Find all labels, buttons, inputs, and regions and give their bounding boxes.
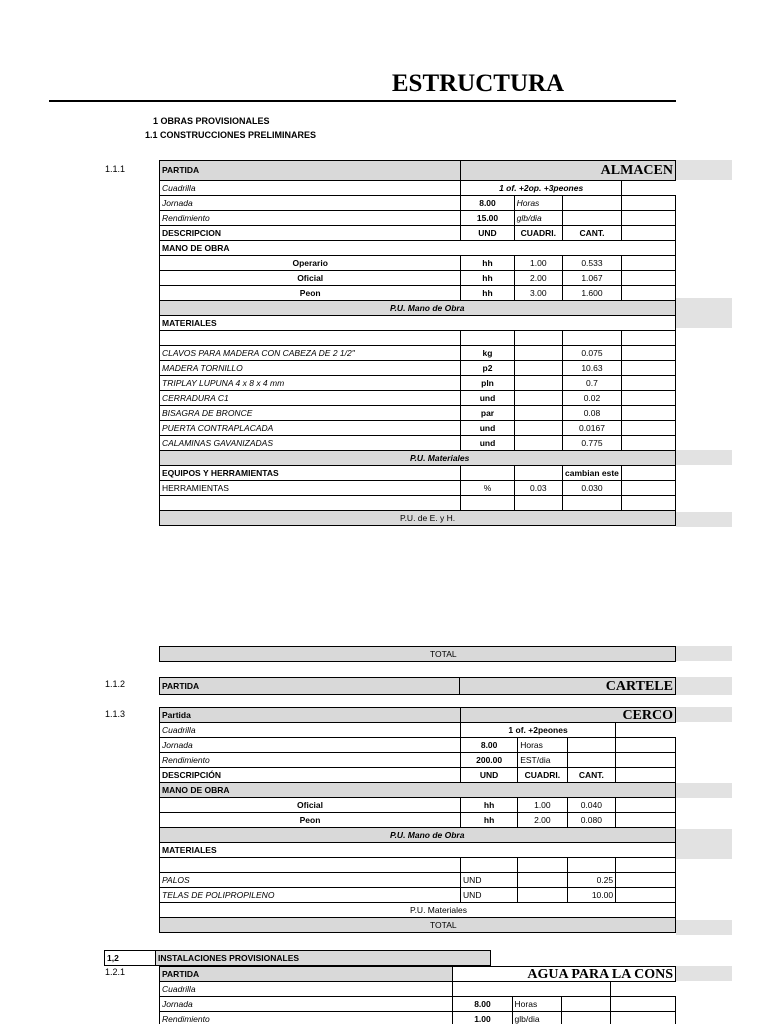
descripcion-header: DESCRIPCIÓN <box>160 768 461 783</box>
cant-header: CANT. <box>563 226 622 241</box>
partida-label: PARTIDA <box>160 967 453 982</box>
shade-bar <box>676 298 732 313</box>
rendimiento-label: Rendimiento <box>160 211 461 226</box>
materiales-header: MATERIALES <box>160 316 676 331</box>
shade-bar <box>676 677 732 695</box>
cuadrilla-label: Cuadrilla <box>160 982 453 997</box>
code-1-1-3: 1.1.3 <box>105 709 126 719</box>
table-row: TRIPLAY LUPUNA 4 x 8 x 4 mm pln 0.7 <box>160 376 676 391</box>
partida-label: PARTIDA <box>160 161 461 181</box>
code-1-1-1: 1.1.1 <box>105 164 126 174</box>
partida-name: CERCO <box>461 708 676 723</box>
shade-bar <box>676 313 732 328</box>
jornada-label: Jornada <box>160 738 461 753</box>
rendimiento-value: 15.00 <box>461 211 514 226</box>
code-1-2: 1,2 <box>105 951 156 966</box>
rendimiento-label: Rendimiento <box>160 1012 453 1024</box>
pu-mano-de-obra: P.U. Mano de Obra <box>160 828 676 843</box>
shade-bar <box>676 450 732 465</box>
shade-bar <box>676 646 732 661</box>
apu-table-almacen <box>159 160 676 526</box>
partida-name: AGUA PARA LA CONS <box>453 967 676 982</box>
jornada-value: 8.00 <box>461 738 518 753</box>
page-title: ESTRUCTURA <box>391 70 565 97</box>
shade-bar <box>676 512 732 527</box>
code-1-1-2: 1.1.2 <box>105 679 126 689</box>
jornada-value: 8.00 <box>453 997 512 1012</box>
cuadri-header: CUADRI. <box>518 768 567 783</box>
pu-mano-de-obra: P.U. Mano de Obra <box>160 301 676 316</box>
table-row: PUERTA CONTRAPLACADA und 0.0167 <box>160 421 676 436</box>
jornada-value: 8.00 <box>461 196 514 211</box>
cuadri-header: CUADRI. <box>514 226 562 241</box>
mano-de-obra-header: MANO DE OBRA <box>160 241 676 256</box>
jornada-label: Jornada <box>160 196 461 211</box>
partida-label: Partida <box>160 708 461 723</box>
shade-bar <box>676 920 732 935</box>
jornada-unit: Horas <box>512 997 561 1012</box>
table-row: Operario hh 1.00 0.533 <box>160 256 676 271</box>
table-row: Oficial hh 1.00 0.040 <box>160 798 676 813</box>
total-row-almacen <box>159 646 676 662</box>
table-row: BISAGRA DE BRONCE par 0.08 <box>160 406 676 421</box>
shade-bar <box>676 966 732 981</box>
cuadrilla-value: 1 of. +2peones <box>461 723 616 738</box>
und-header: UND <box>461 226 514 241</box>
table-row: Oficial hh 2.00 1.067 <box>160 271 676 286</box>
section-1-2-header <box>104 950 491 966</box>
shade-bar <box>676 160 732 180</box>
rendimiento-unit: glb/dia <box>514 211 562 226</box>
jornada-label: Jornada <box>160 997 453 1012</box>
table-row: TELAS DE POLIPROPILENO UND 10.00 <box>160 888 676 903</box>
table-row: Peon hh 2.00 0.080 <box>160 813 676 828</box>
table-row: PALOS UND 0.25 <box>160 873 676 888</box>
cambian-note: cambian este <box>563 466 622 481</box>
descripcion-header: DESCRIPCION <box>160 226 461 241</box>
jornada-unit: Horas <box>518 738 567 753</box>
table-row: MADERA TORNILLO p2 10.63 <box>160 361 676 376</box>
shade-bar <box>676 783 732 798</box>
rendimiento-label: Rendimiento <box>160 753 461 768</box>
rendimiento-unit: EST/dia <box>518 753 567 768</box>
materiales-header: MATERIALES <box>160 843 676 858</box>
pu-equipos: P.U. de E. y H. <box>160 511 676 526</box>
partida-name: ALMACEN <box>461 161 676 181</box>
total-label: TOTAL <box>160 647 676 662</box>
table-row: Peon hh 3.00 1.600 <box>160 286 676 301</box>
rendimiento-value: 1.00 <box>453 1012 512 1024</box>
mano-de-obra-header: MANO DE OBRA <box>160 783 676 798</box>
apu-table-agua <box>159 966 676 1024</box>
shade-bar <box>676 829 732 844</box>
table-row: CALAMINAS GAVANIZADAS und 0.775 <box>160 436 676 451</box>
cant-header: CANT. <box>567 768 616 783</box>
table-row: HERRAMIENTAS % 0.03 0.030 <box>160 481 676 496</box>
partida-label: PARTIDA <box>160 678 460 695</box>
table-row: CLAVOS PARA MADERA CON CABEZA DE 2 1/2" kg 0.075 <box>160 346 676 361</box>
code-1-2-1: 1.2.1 <box>105 967 126 977</box>
total-label: TOTAL <box>160 918 676 933</box>
rendimiento-unit: glb/dia <box>512 1012 561 1024</box>
partida-name: CARTELE <box>460 678 676 695</box>
pu-materiales: P.U. Materiales <box>160 451 676 466</box>
shade-bar <box>676 844 732 859</box>
instalaciones-label: INSTALACIONES PROVISIONALES <box>156 951 491 966</box>
jornada-unit: Horas <box>514 196 562 211</box>
und-header: UND <box>461 768 518 783</box>
apu-table-cartel <box>159 677 676 695</box>
equipos-header: EQUIPOS Y HERRAMIENTAS <box>160 466 461 481</box>
cuadrilla-label: Cuadrilla <box>160 723 461 738</box>
section-heading: 1 OBRAS PROVISIONALES <box>153 116 270 126</box>
pu-materiales: P.U. Materiales <box>160 903 676 918</box>
subsection-heading: 1.1 CONSTRUCCIONES PRELIMINARES <box>145 130 317 140</box>
table-row: CERRADURA C1 und 0.02 <box>160 391 676 406</box>
cuadrilla-value: 1 of. +2op. +3peones <box>461 181 622 196</box>
cuadrilla-label: Cuadrilla <box>160 181 461 196</box>
rendimiento-value: 200.00 <box>461 753 518 768</box>
shade-bar <box>676 707 732 722</box>
apu-table-cerco <box>159 707 676 933</box>
